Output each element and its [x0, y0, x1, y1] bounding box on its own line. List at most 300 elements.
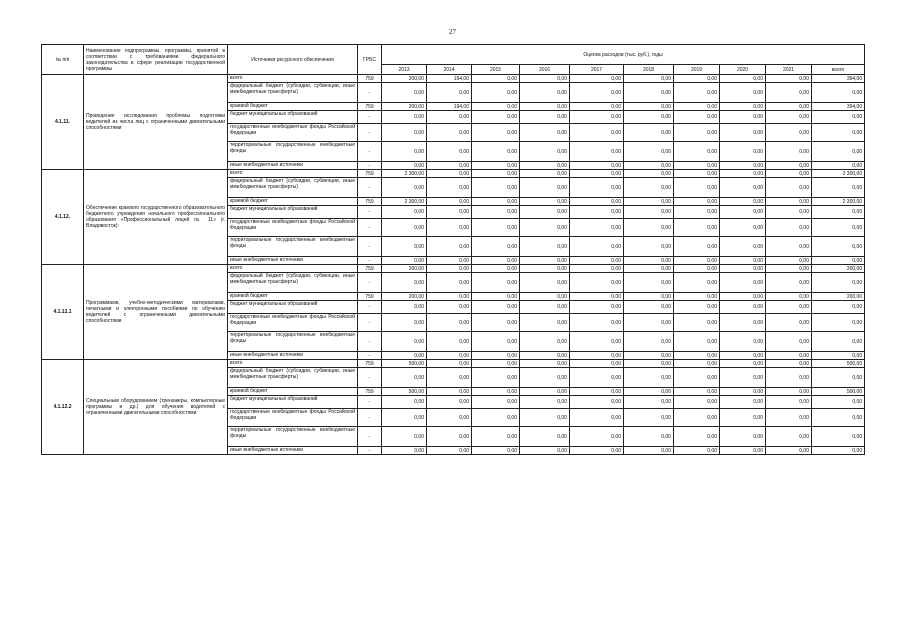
- total-value: 0,00: [812, 219, 865, 237]
- year-value: 0,00: [570, 388, 624, 396]
- year-value: 0,00: [427, 368, 472, 388]
- funding-source: бюджет муниципальных образований: [228, 206, 358, 219]
- grbs-code: -: [358, 301, 382, 314]
- funding-source: иные внебюджетные источники: [228, 162, 358, 170]
- year-value: 194,00: [427, 75, 472, 83]
- funding-source: территориальные государственные внебюджетные фонды: [228, 427, 358, 447]
- year-value: 0,00: [520, 75, 570, 83]
- year-value: 0,00: [472, 75, 520, 83]
- year-value: 0,00: [624, 293, 674, 301]
- year-value: 0,00: [624, 206, 674, 219]
- year-value: 0,00: [624, 142, 674, 162]
- year-value: 0,00: [382, 162, 427, 170]
- page-number: 27: [449, 28, 456, 36]
- year-value: 0,00: [766, 352, 812, 360]
- year-value: 0,00: [766, 388, 812, 396]
- year-value: 0,00: [570, 142, 624, 162]
- year-value: 0,00: [766, 396, 812, 409]
- grbs-code: -: [358, 314, 382, 332]
- year-value: 0,00: [472, 206, 520, 219]
- grbs-code: 759: [358, 388, 382, 396]
- grbs-code: -: [358, 352, 382, 360]
- year-value: 0,00: [674, 409, 720, 427]
- year-value: 0,00: [520, 142, 570, 162]
- funding-source: федеральный бюджет (субсидии, субвенции, иные межбюджетные трансферты): [228, 83, 358, 103]
- column-header-number: № п/п: [42, 45, 84, 75]
- funding-source: всего: [228, 265, 358, 273]
- year-value: 0,00: [766, 206, 812, 219]
- year-value: 0,00: [674, 257, 720, 265]
- funding-source: иные внебюджетные источники: [228, 352, 358, 360]
- funding-source: краевой бюджет: [228, 388, 358, 396]
- grbs-code: 759: [358, 103, 382, 111]
- year-value: 0,00: [472, 257, 520, 265]
- year-value: 0,00: [570, 178, 624, 198]
- grbs-code: -: [358, 124, 382, 142]
- year-value: 0,00: [570, 83, 624, 103]
- grbs-code: -: [358, 219, 382, 237]
- year-value: 0,00: [382, 178, 427, 198]
- total-value: 0,00: [812, 314, 865, 332]
- year-value: 0,00: [570, 368, 624, 388]
- year-value: 0,00: [520, 83, 570, 103]
- total-value: 200,00: [812, 265, 865, 273]
- year-value: 0,00: [766, 257, 812, 265]
- year-value: 0,00: [570, 75, 624, 83]
- year-value: 0,00: [720, 170, 766, 178]
- year-value: 0,00: [624, 257, 674, 265]
- item-title: Специальным оборудованием (тренажеры, компьютерные программы и др.) для обучения водителей с ограниченными двигательными способностями: [84, 360, 228, 455]
- grbs-code: -: [358, 273, 382, 293]
- year-value: 0,00: [624, 170, 674, 178]
- year-value: 0,00: [520, 368, 570, 388]
- year-value: 0,00: [427, 447, 472, 455]
- column-header-year: 2019: [674, 65, 720, 75]
- year-value: 0,00: [472, 162, 520, 170]
- year-value: 0,00: [427, 198, 472, 206]
- total-value: 394,00: [812, 103, 865, 111]
- funding-source: всего: [228, 170, 358, 178]
- year-value: 0,00: [720, 103, 766, 111]
- year-value: 0,00: [382, 301, 427, 314]
- year-value: 0,00: [720, 178, 766, 198]
- year-value: 0,00: [624, 368, 674, 388]
- funding-source: всего: [228, 75, 358, 83]
- year-value: 0,00: [720, 409, 766, 427]
- year-value: 0,00: [520, 162, 570, 170]
- year-value: 0,00: [427, 360, 472, 368]
- year-value: 0,00: [674, 103, 720, 111]
- year-value: 0,00: [624, 178, 674, 198]
- year-value: 0,00: [766, 447, 812, 455]
- grbs-code: 759: [358, 265, 382, 273]
- funding-source: краевой бюджет: [228, 293, 358, 301]
- year-value: 0,00: [624, 273, 674, 293]
- funding-source: бюджет муниципальных образований: [228, 301, 358, 314]
- item-code: 4.1.12.1: [42, 265, 84, 360]
- year-value: 0,00: [674, 360, 720, 368]
- year-value: 0,00: [624, 396, 674, 409]
- year-value: 200,00: [382, 75, 427, 83]
- year-value: 0,00: [570, 360, 624, 368]
- year-value: 0,00: [427, 396, 472, 409]
- grbs-code: -: [358, 178, 382, 198]
- year-value: 0,00: [570, 352, 624, 360]
- year-value: 0,00: [520, 427, 570, 447]
- year-value: 0,00: [570, 170, 624, 178]
- year-value: 0,00: [766, 142, 812, 162]
- year-value: 2 300,00: [382, 198, 427, 206]
- year-value: 0,00: [520, 265, 570, 273]
- total-value: 0,00: [812, 273, 865, 293]
- year-value: 0,00: [427, 273, 472, 293]
- table-row: [42, 170, 865, 178]
- funding-source: иные внебюджетные источники: [228, 257, 358, 265]
- year-value: 0,00: [766, 170, 812, 178]
- year-value: 0,00: [570, 447, 624, 455]
- year-value: 0,00: [766, 162, 812, 170]
- funding-source: государственные внебюджетные фонды Российской Федерации: [228, 409, 358, 427]
- year-value: 0,00: [674, 293, 720, 301]
- year-value: 0,00: [520, 237, 570, 257]
- total-value: 2 300,00: [812, 170, 865, 178]
- year-value: 0,00: [624, 301, 674, 314]
- year-value: 0,00: [674, 198, 720, 206]
- grbs-code: -: [358, 206, 382, 219]
- year-value: 0,00: [520, 360, 570, 368]
- year-value: 0,00: [766, 273, 812, 293]
- total-value: 0,00: [812, 206, 865, 219]
- table-body: [42, 75, 865, 455]
- year-value: 0,00: [674, 219, 720, 237]
- funding-source: краевой бюджет: [228, 103, 358, 111]
- item-code: 4.1.11.: [42, 75, 84, 170]
- year-value: 0,00: [766, 83, 812, 103]
- year-value: 0,00: [720, 237, 766, 257]
- year-value: 0,00: [674, 83, 720, 103]
- funding-source: государственные внебюджетные фонды Российской Федерации: [228, 314, 358, 332]
- year-value: 0,00: [570, 162, 624, 170]
- year-value: 0,00: [674, 447, 720, 455]
- year-value: 0,00: [570, 396, 624, 409]
- year-value: 0,00: [427, 83, 472, 103]
- year-value: 0,00: [520, 447, 570, 455]
- year-value: 0,00: [624, 427, 674, 447]
- grbs-code: -: [358, 447, 382, 455]
- year-value: 0,00: [427, 111, 472, 124]
- year-value: 0,00: [472, 388, 520, 396]
- year-value: 0,00: [570, 427, 624, 447]
- year-value: 0,00: [624, 409, 674, 427]
- table-row: [42, 75, 865, 83]
- year-value: 0,00: [472, 409, 520, 427]
- year-value: 0,00: [472, 237, 520, 257]
- year-value: 0,00: [520, 178, 570, 198]
- year-value: 0,00: [382, 273, 427, 293]
- year-value: 0,00: [427, 219, 472, 237]
- year-value: 0,00: [382, 124, 427, 142]
- year-value: 0,00: [427, 314, 472, 332]
- year-value: 0,00: [570, 293, 624, 301]
- column-header-year: всего: [812, 65, 865, 75]
- year-value: 0,00: [520, 332, 570, 352]
- year-value: 2 300,00: [382, 170, 427, 178]
- total-value: 0,00: [812, 162, 865, 170]
- year-value: 0,00: [720, 368, 766, 388]
- year-value: 0,00: [382, 237, 427, 257]
- year-value: 0,00: [674, 265, 720, 273]
- year-value: 0,00: [382, 83, 427, 103]
- year-value: 0,00: [674, 162, 720, 170]
- year-value: 0,00: [382, 396, 427, 409]
- total-value: 0,00: [812, 368, 865, 388]
- year-value: 0,00: [472, 273, 520, 293]
- funding-source: территориальные государственные внебюджетные фонды: [228, 332, 358, 352]
- year-value: 194,00: [427, 103, 472, 111]
- year-value: 0,00: [427, 178, 472, 198]
- grbs-code: 759: [358, 293, 382, 301]
- year-value: 0,00: [382, 368, 427, 388]
- total-value: 0,00: [812, 332, 865, 352]
- year-value: 0,00: [382, 219, 427, 237]
- year-value: 0,00: [624, 124, 674, 142]
- year-value: 0,00: [472, 314, 520, 332]
- year-value: 0,00: [570, 124, 624, 142]
- year-value: 0,00: [570, 206, 624, 219]
- year-value: 0,00: [766, 368, 812, 388]
- funding-source: государственные внебюджетные фонды Российской Федерации: [228, 219, 358, 237]
- year-value: 0,00: [674, 206, 720, 219]
- year-value: 0,00: [520, 301, 570, 314]
- total-value: 0,00: [812, 409, 865, 427]
- grbs-code: 759: [358, 198, 382, 206]
- year-value: 0,00: [720, 142, 766, 162]
- item-code: 4.1.12.2: [42, 360, 84, 455]
- year-value: 0,00: [427, 409, 472, 427]
- year-value: 0,00: [766, 360, 812, 368]
- year-value: 0,00: [766, 219, 812, 237]
- year-value: 0,00: [624, 162, 674, 170]
- year-value: 0,00: [382, 332, 427, 352]
- year-value: 0,00: [674, 396, 720, 409]
- year-value: 0,00: [427, 265, 472, 273]
- year-value: 0,00: [570, 111, 624, 124]
- year-value: 0,00: [472, 265, 520, 273]
- year-value: 0,00: [624, 447, 674, 455]
- year-value: 0,00: [720, 360, 766, 368]
- year-value: 0,00: [624, 388, 674, 396]
- year-value: 0,00: [472, 427, 520, 447]
- funding-source: бюджет муниципальных образований: [228, 396, 358, 409]
- year-value: 0,00: [674, 237, 720, 257]
- grbs-code: -: [358, 332, 382, 352]
- year-value: 0,00: [472, 178, 520, 198]
- year-value: 0,00: [720, 427, 766, 447]
- column-header-source: Источники ресурсного обеспечения: [228, 45, 358, 75]
- year-value: 0,00: [570, 103, 624, 111]
- year-value: 0,00: [570, 314, 624, 332]
- year-value: 0,00: [427, 352, 472, 360]
- table-row: [42, 360, 865, 368]
- funding-source: федеральный бюджет (субсидии, субвенции, иные межбюджетные трансферты): [228, 368, 358, 388]
- grbs-code: 759: [358, 75, 382, 83]
- year-value: 0,00: [674, 368, 720, 388]
- funding-source: территориальные государственные внебюджетные фонды: [228, 237, 358, 257]
- year-value: 0,00: [624, 352, 674, 360]
- year-value: 0,00: [427, 257, 472, 265]
- year-value: 0,00: [570, 273, 624, 293]
- column-header-year: 2015: [472, 65, 520, 75]
- year-value: 0,00: [624, 237, 674, 257]
- year-value: 0,00: [382, 142, 427, 162]
- year-value: 0,00: [674, 388, 720, 396]
- year-value: 200,00: [382, 265, 427, 273]
- year-value: 0,00: [674, 124, 720, 142]
- year-value: 0,00: [720, 162, 766, 170]
- year-value: 0,00: [472, 198, 520, 206]
- grbs-code: -: [358, 237, 382, 257]
- year-value: 0,00: [472, 124, 520, 142]
- total-value: 0,00: [812, 83, 865, 103]
- year-value: 0,00: [624, 111, 674, 124]
- year-value: 0,00: [472, 103, 520, 111]
- year-value: 0,00: [427, 427, 472, 447]
- funding-source: государственные внебюджетные фонды Российской Федерации: [228, 124, 358, 142]
- column-header-year: 2018: [624, 65, 674, 75]
- year-value: 0,00: [766, 178, 812, 198]
- year-value: 0,00: [382, 257, 427, 265]
- total-value: 0,00: [812, 178, 865, 198]
- year-value: 0,00: [520, 111, 570, 124]
- year-value: 0,00: [570, 332, 624, 352]
- year-value: 0,00: [472, 111, 520, 124]
- column-header-year: 2020: [720, 65, 766, 75]
- year-value: 0,00: [520, 293, 570, 301]
- table-row: [42, 265, 865, 273]
- column-header-year: 2013: [382, 65, 427, 75]
- year-value: 0,00: [624, 314, 674, 332]
- year-value: 0,00: [766, 103, 812, 111]
- year-value: 0,00: [766, 111, 812, 124]
- year-value: 0,00: [520, 352, 570, 360]
- year-value: 0,00: [624, 265, 674, 273]
- year-value: 0,00: [570, 198, 624, 206]
- year-value: 0,00: [472, 352, 520, 360]
- year-value: 0,00: [520, 388, 570, 396]
- grbs-code: -: [358, 409, 382, 427]
- year-value: 0,00: [766, 427, 812, 447]
- year-value: 0,00: [570, 301, 624, 314]
- year-value: 0,00: [427, 170, 472, 178]
- year-value: 0,00: [570, 219, 624, 237]
- funding-source: всего: [228, 360, 358, 368]
- year-value: 0,00: [472, 368, 520, 388]
- year-value: 0,00: [382, 111, 427, 124]
- year-value: 0,00: [382, 427, 427, 447]
- year-value: 0,00: [472, 219, 520, 237]
- year-value: 500,00: [382, 388, 427, 396]
- year-value: 0,00: [472, 360, 520, 368]
- year-value: 0,00: [624, 219, 674, 237]
- year-value: 0,00: [624, 75, 674, 83]
- year-value: 0,00: [382, 409, 427, 427]
- column-header-year: 2021: [766, 65, 812, 75]
- year-value: 0,00: [624, 103, 674, 111]
- total-value: 0,00: [812, 257, 865, 265]
- year-value: 0,00: [720, 206, 766, 219]
- year-value: 0,00: [766, 237, 812, 257]
- year-value: 0,00: [766, 332, 812, 352]
- year-value: 0,00: [766, 314, 812, 332]
- year-value: 0,00: [382, 314, 427, 332]
- year-value: 0,00: [720, 352, 766, 360]
- year-value: 0,00: [427, 162, 472, 170]
- year-value: 0,00: [382, 352, 427, 360]
- total-value: 500,00: [812, 388, 865, 396]
- grbs-code: -: [358, 396, 382, 409]
- year-value: 0,00: [674, 111, 720, 124]
- year-value: 0,00: [624, 360, 674, 368]
- year-value: 0,00: [766, 409, 812, 427]
- year-value: 0,00: [766, 301, 812, 314]
- column-header-year: 2014: [427, 65, 472, 75]
- year-value: 0,00: [720, 293, 766, 301]
- year-value: 0,00: [720, 447, 766, 455]
- year-value: 0,00: [472, 170, 520, 178]
- item-title: Программами, учебно-методическими материалами, печатными и электронными пособиями по обучению водителей с ограниченными двигательными способностями: [84, 265, 228, 360]
- year-value: 0,00: [766, 75, 812, 83]
- total-value: 0,00: [812, 447, 865, 455]
- total-value: 0,00: [812, 111, 865, 124]
- year-value: 0,00: [720, 83, 766, 103]
- year-value: 0,00: [472, 447, 520, 455]
- year-value: 0,00: [720, 332, 766, 352]
- year-value: 0,00: [720, 388, 766, 396]
- year-value: 0,00: [570, 265, 624, 273]
- year-value: 0,00: [427, 206, 472, 219]
- year-value: 0,00: [766, 265, 812, 273]
- year-value: 0,00: [472, 293, 520, 301]
- year-value: 0,00: [520, 257, 570, 265]
- year-value: 0,00: [520, 273, 570, 293]
- year-value: 0,00: [720, 265, 766, 273]
- column-header-estimate: Оценка расходов (тыс. руб.), годы: [382, 45, 865, 65]
- column-header-name: Наименование подпрограммы, программы, принятой в соответствии с требованиями федерального законодательства в сфере реализации государственной программы: [84, 45, 228, 75]
- column-header-year: 2017: [570, 65, 624, 75]
- year-value: 0,00: [720, 257, 766, 265]
- item-code: 4.1.12.: [42, 170, 84, 265]
- funding-source: федеральный бюджет (субсидии, субвенции, иные межбюджетные трансферты): [228, 178, 358, 198]
- year-value: 0,00: [720, 314, 766, 332]
- year-value: 0,00: [674, 273, 720, 293]
- year-value: 0,00: [520, 124, 570, 142]
- year-value: 0,00: [720, 301, 766, 314]
- column-header-year: 2016: [520, 65, 570, 75]
- year-value: 0,00: [720, 124, 766, 142]
- total-value: 394,00: [812, 75, 865, 83]
- year-value: 0,00: [427, 293, 472, 301]
- year-value: 0,00: [674, 170, 720, 178]
- year-value: 200,00: [382, 293, 427, 301]
- year-value: 0,00: [472, 332, 520, 352]
- year-value: 0,00: [382, 447, 427, 455]
- year-value: 0,00: [674, 142, 720, 162]
- total-value: 0,00: [812, 237, 865, 257]
- total-value: 500,00: [812, 360, 865, 368]
- grbs-code: -: [358, 427, 382, 447]
- year-value: 0,00: [520, 170, 570, 178]
- year-value: 0,00: [674, 314, 720, 332]
